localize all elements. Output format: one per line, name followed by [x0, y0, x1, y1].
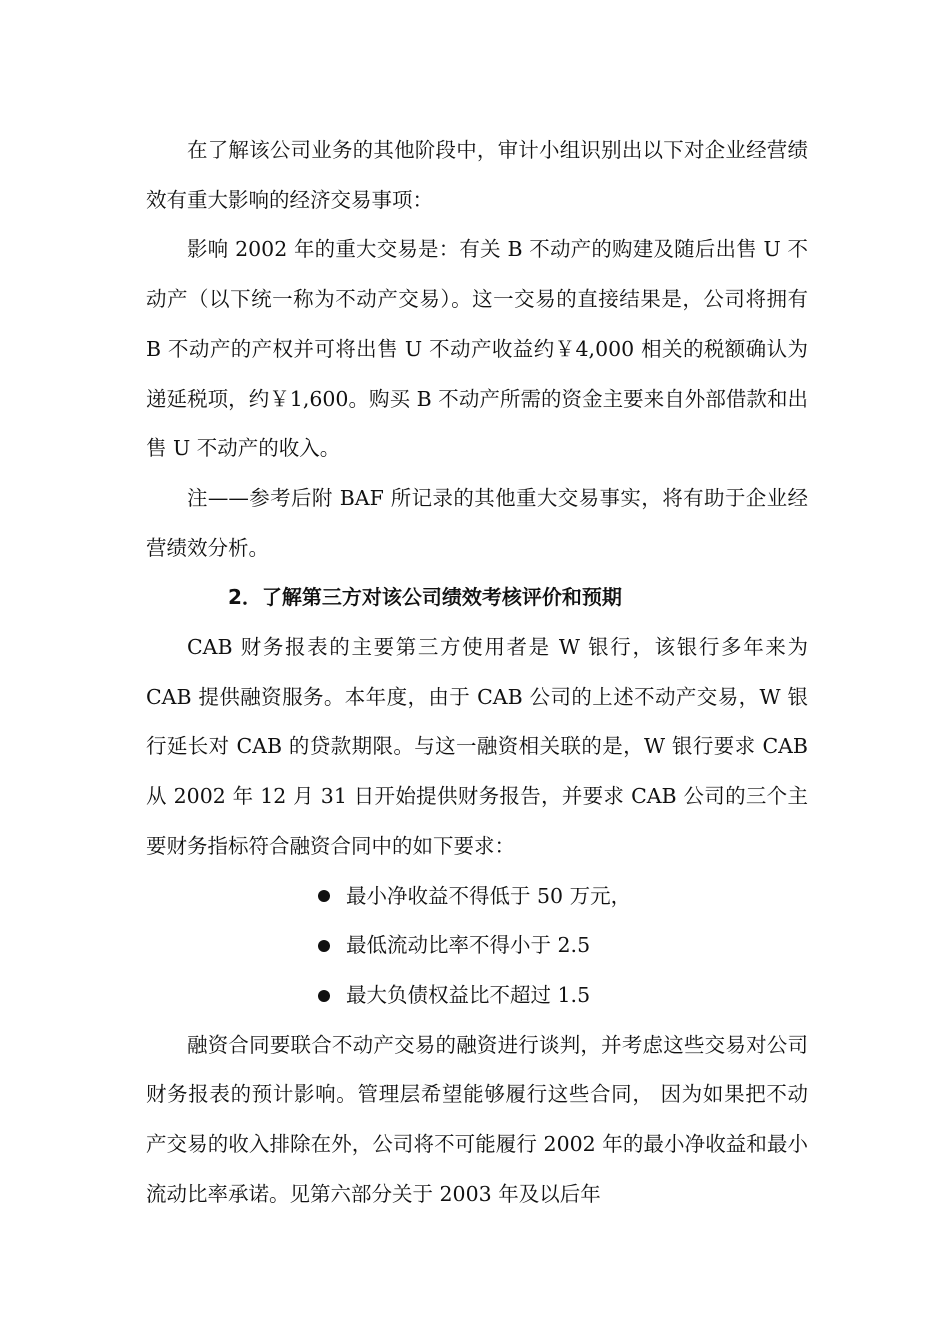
paragraph-third-party: CAB 财务报表的主要第三方使用者是 W 银行，该银行多年来为 CAB 提供融资服务。本年度，由于 CAB 公司的上述不动产交易，W 银行延长对 CAB 的贷款期限。与这一融资相关联的是，W 银行要求 CAB 从 2002 年 12 月 31 日开始提供财务报告，并要求 CAB 公司的三个主要财务指标符合融资合同中的如下要求：	[146, 635, 808, 858]
bullet-dot-icon	[318, 940, 330, 952]
requirements-list	[146, 872, 808, 1021]
bullet-dot-icon	[318, 890, 330, 902]
document-page	[146, 126, 808, 1219]
list-item	[318, 872, 808, 922]
paragraph-contract: 融资合同要联合不动产交易的融资进行谈判，并考虑这些交易对公司财务报表的预计影响。管理层希望能够履行这些合同， 因为如果把不动产交易的收入排除在外，公司将不可能履行 2002 年的最小净收益和最小流动比率承诺。见第六部分关于 2003 年及以后年	[146, 1032, 808, 1206]
bullet-dot-icon	[318, 990, 330, 1002]
list-item-text: 最小净收益不得低于 50 万元，	[346, 883, 632, 908]
paragraph-major-transaction: 影响 2002 年的重大交易是：有关 B 不动产的购建及随后出售 U 不动产（以下统一称为不动产交易）。这一交易的直接结果是，公司将拥有 B 不动产的产权并可将出售 U 不动产收益约￥4,000 相关的税额确认为递延税项，约￥1,600。购买 B 不动产所需的资金主要来自外部借款和出售 U 不动产的收入。	[146, 237, 808, 461]
list-item	[318, 921, 808, 971]
list-item	[318, 971, 808, 1021]
section-heading: 2．了解第三方对该公司绩效考核评价和预期	[228, 585, 622, 610]
list-item-text: 最低流动比率不得小于 2.5	[346, 933, 591, 958]
paragraph-intro: 在了解该公司业务的其他阶段中，审计小组识别出以下对企业经营绩效有重大影响的经济交易事项：	[146, 138, 808, 212]
paragraph-note: 注——参考后附 BAF 所记录的其他重大交易事实，将有助于企业经营绩效分析。	[146, 485, 808, 560]
list-item-text: 最大负债权益比不超过 1.5	[346, 982, 591, 1007]
